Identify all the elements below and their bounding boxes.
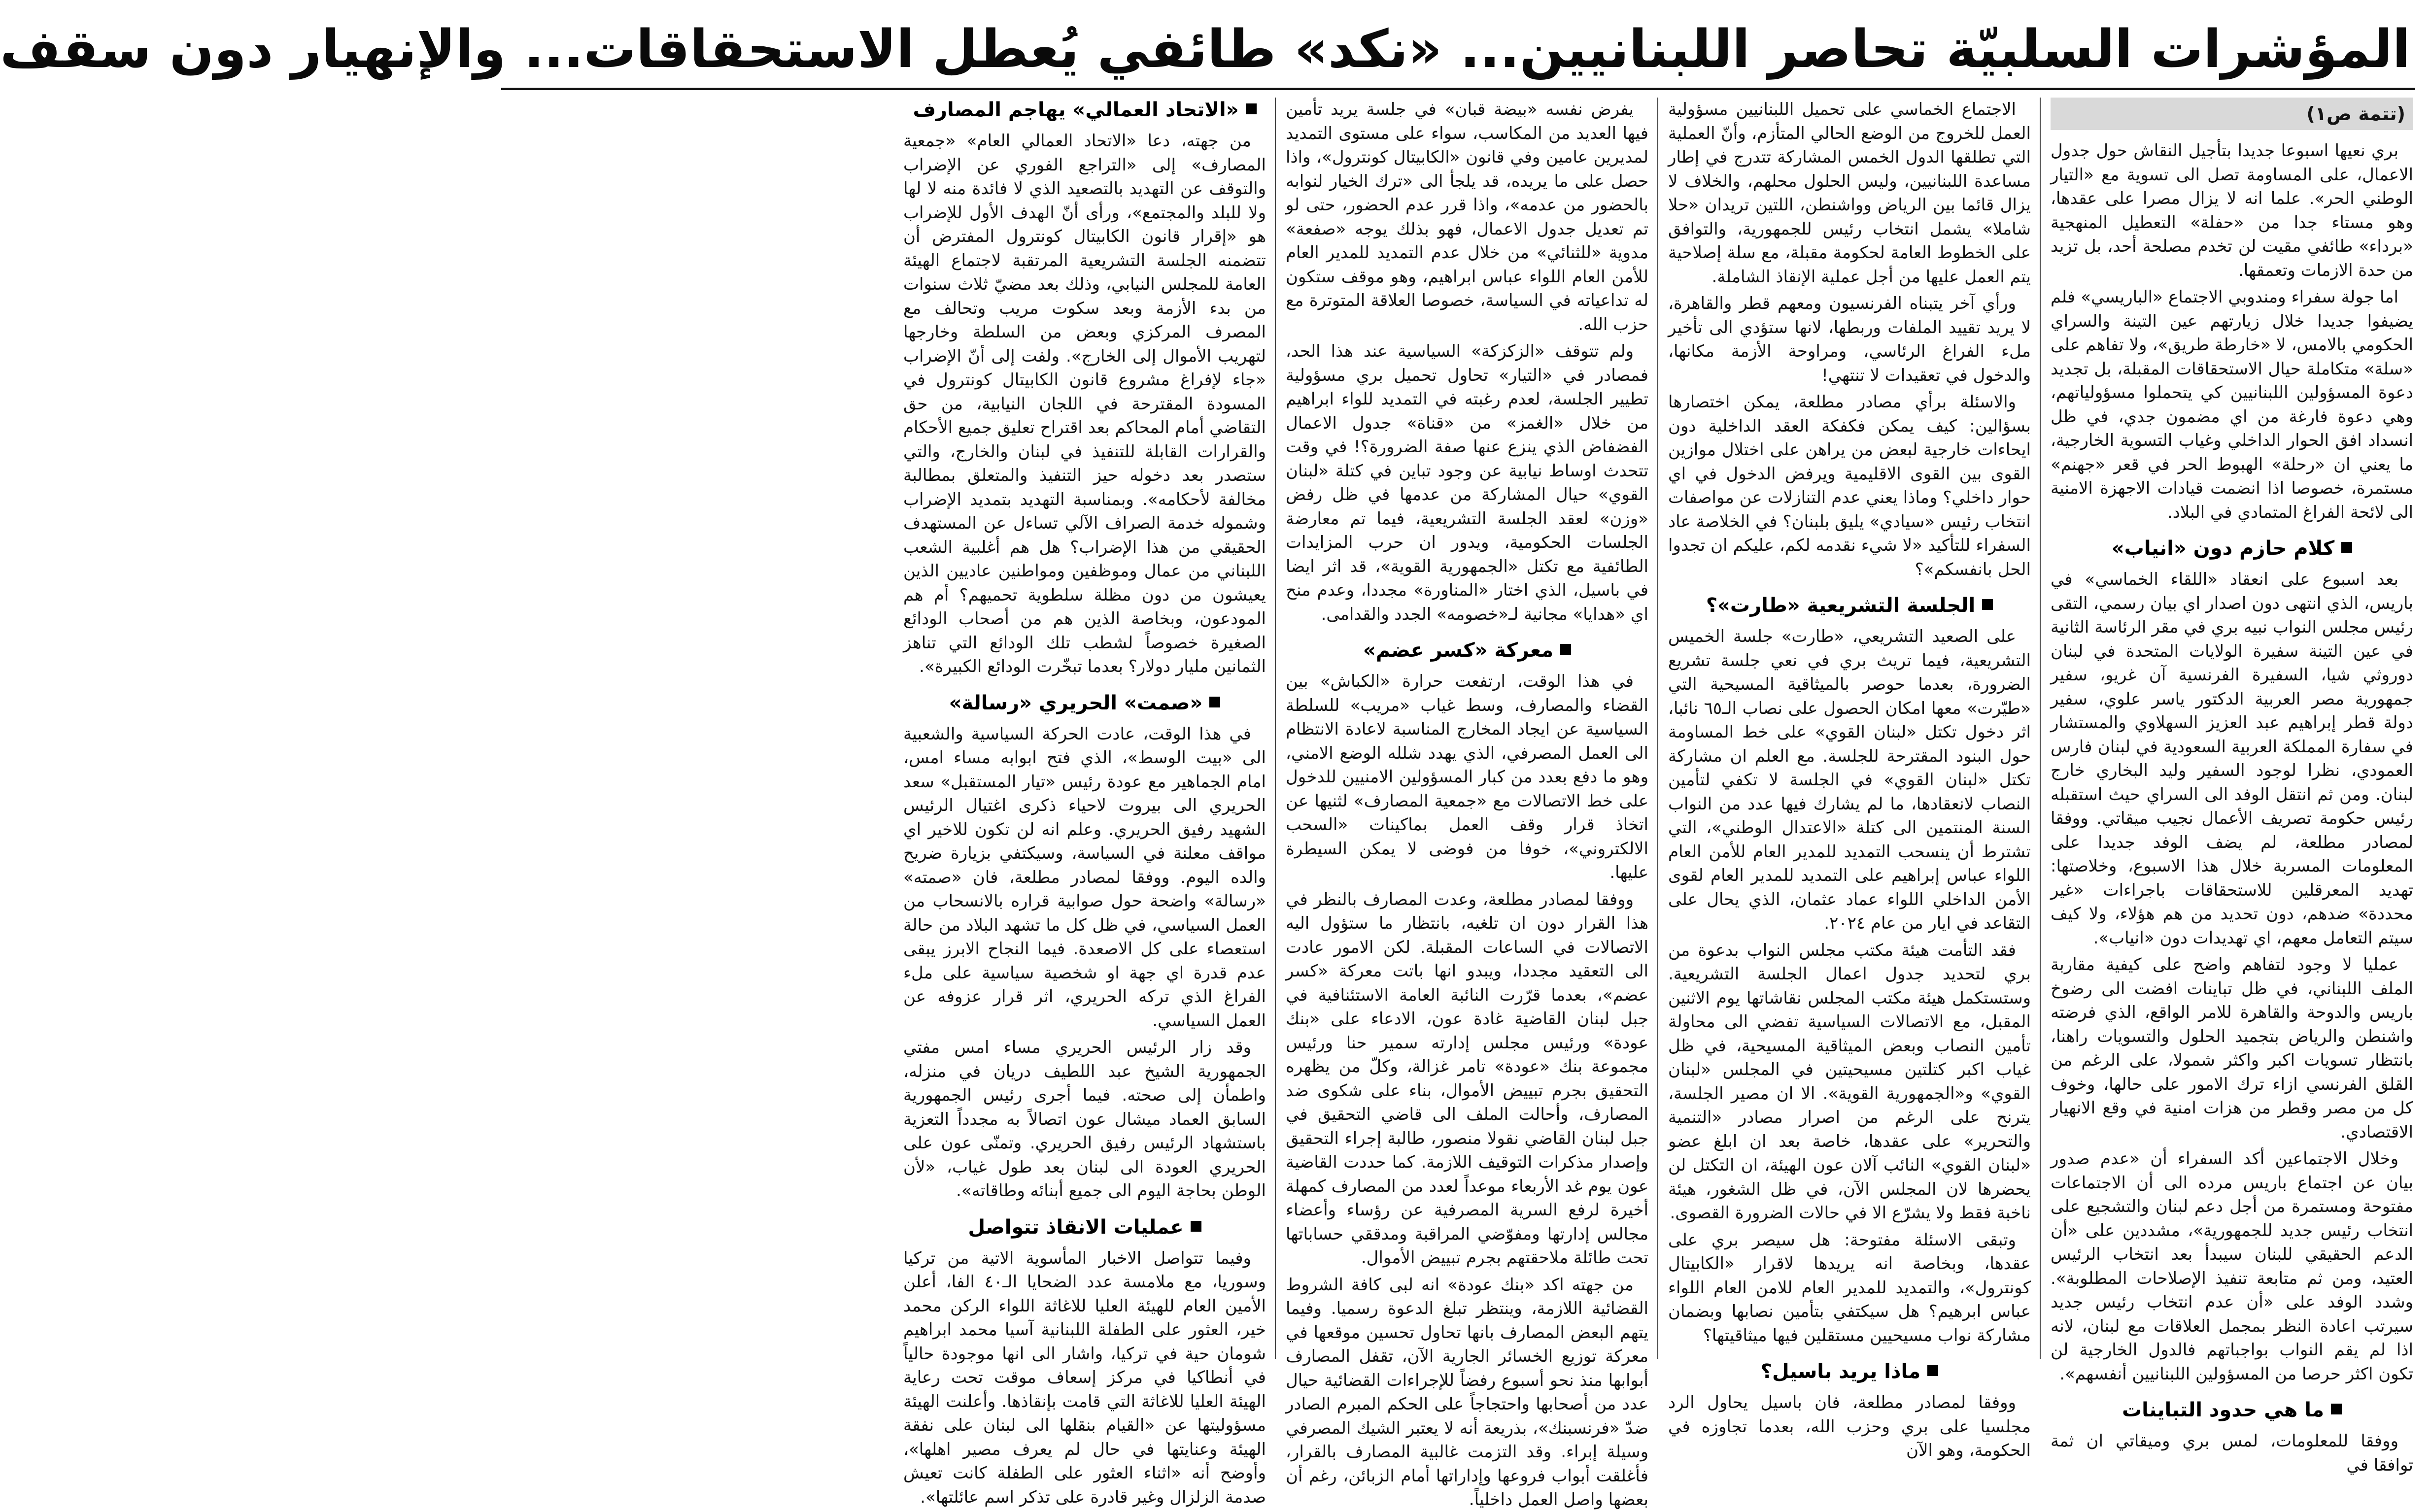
column-2	[1668, 98, 2031, 1460]
square-bullet-icon	[1927, 1365, 1938, 1376]
square-bullet-icon	[1560, 644, 1571, 655]
section-heading	[903, 691, 1266, 715]
article-paragraph: والاسئلة برأي مصادر مطلعة، يمكن اختصارها بسؤالين: كيف يمكن فكفكة العقد الداخلية دون ايحاءات خارجية لبعض من يراهن على اختلال موازين القوى بين القوى الاقليمية ويرفض الدخول في اي حوار داخلي؟ وماذا يعني عدم التنازلات عن مواصفات انتخاب رئيس «سيادي» يليق بلبنان؟ في الخلاصة عاد السفراء للتأكيد «لا شيء نقدمه لكم، عليكم ان تجدوا الحل بانفسكم»؟	[1668, 392, 2031, 579]
column-3	[1286, 98, 1648, 1510]
article-paragraph: في هذا الوقت، عادت الحركة السياسية والشعبية الى «بيت الوسط»، الذي فتح ابوابه مساء امس، امام الجماهير مع عودة رئيس «تيار المستقبل» سعد الحريري الى بيروت لاحياء ذكرى اغتيال الرئيس الشهيد رفيق الحريري. وعلم انه لن تكون للاخير اي مواقف معلنة في السياسة، وسيكتفي بزيارة ضريح والده اليوم. ووفقا لمصادر مطلعة، فان «صمته» «رسالة» واضحة حول صوابية قراره بالانسحاب من العمل السياسي، في ظل كل ما تشهد البلاد من حالة استعصاء على كل الاصعدة. فيما النجاح الابرز يبقى عدم قدرة اي جهة او شخصية سياسية على ملء الفراغ الذي تركه الحريري، اثر قرار عزوفه عن العمل السياسي.	[903, 724, 1266, 1031]
square-bullet-icon	[1209, 697, 1220, 707]
article-paragraph: فقد التأمت هيئة مكتب مجلس النواب بدعوة من بري لتحديد جدول اعمال الجلسة التشريعية. وستستكمل هيئة مكتب المجلس نقاشاتها يوم الاثنين المقبل، مع الاتصالات السياسية تفضي الى محاولة تأمين النصاب وبعض الميثاقية المسيحية، في ظل غياب اكبر كتلتين مسيحيتين في المجلس «لبنان القوي» و«الجمهورية القوية». الا ان مصير الجلسة، يترنح على الرغم من اصرار مصادر «التنمية والتحرير» على عقدها، خاصة بعد ان ابلغ عضو «لبنان القوي» النائب آلان عون الهيئة، ان التكتل لن يحضرها لان المجلس الآن، في ظل الشغور، هيئة ناخبة فقط ولا يشرّع الا في حالات الضرورة القصوى.	[1668, 940, 2031, 1223]
article-paragraph: الاجتماع الخماسي على تحميل اللبنانيين مسؤولية العمل للخروج من الوضع الحالي المتأزم، وأنّ العملية التي تطلقها الدول الخمس المشاركة تتدرج في إطار مساعدة اللبنانيين، وليس الحلول محلهم، والخلاف لا يزال قائما بين الرياض وواشنطن، اللتين تريدان «حلا شاملا» يشمل انتخاب رئيس للجمهورية، والتوافق على الخطوط العامة لحكومة مقبلة، مع سلة إصلاحية يتم العمل عليها من أجل عملية الإنقاذ الشاملة.	[1668, 100, 2031, 287]
square-bullet-icon	[2341, 542, 2352, 553]
article-paragraph: ووفقا لمصادر مطلعة، فان باسيل يحاول الرد مجلسيا على بري وحزب الله، بعدما تجاوزه في الحكومة، وهو الآن	[1668, 1393, 2031, 1460]
article-paragraph: ووفقا للمعلومات، لمس بري وميقاتي ان ثمة توافقا في	[2051, 1431, 2413, 1475]
square-bullet-icon	[2331, 1404, 2342, 1414]
article-paragraph: بعد اسبوع على انعقاد «اللقاء الخماسي» في باريس، الذي انتهى دون اصدار اي بيان رسمي، التقى رئيس مجلس النواب نبيه بري في مقر الرئاسة الثانية في عين التينة سفيرة الولايات المتحدة في لبنان دوروثي شيا، السفيرة الفرنسية آن غريو، سفير جمهورية مصر العربية الدكتور ياسر علوي، سفير دولة قطر إبراهيم عبد العزيز السهلاوي والمستشار في سفارة المملكة العربية السعودية في لبنان فارس العمودي، نظرا لوجود السفير وليد البخاري خارج لبنان. ومن ثم انتقل الوفد الى السراي حيث استقبله رئيس حكومة تصريف الأعمال نجيب ميقاتي. ووفقا لمصادر مطلعة، لم يضف الوفد جديدا على المعلومات المسربة خلال هذا الاسبوع، وخلاصتها: تهديد المعرقلين للاستحقاقات باجراءات «غير محددة» ضدهم، دون تحديد من هم هؤلاء، ولا كيف سيتم التعامل معهم، اي تهديدات دون «انياب».	[2051, 570, 2413, 948]
section-heading	[2051, 1398, 2413, 1422]
column-divider	[1657, 98, 1658, 1359]
section-heading	[1286, 638, 1648, 663]
article-paragraph: ولم تتوقف «الزكزكة» السياسية عند هذا الحد، فمصادر في «التيار» تحاول تحميل بري مسؤولية تطيير الجلسة، لعدم رغبته في التمديد للواء ابراهيم من خلال «الغمز» من «قناة» جدول الاعمال الفضفاض الذي ينزع عنها صفة الضرورة؟! في وقت تتحدث اوساط نيابية عن وجود تباين في كتلة «لبنان القوي» حيال المشاركة من عدمها في ظل رفض «وزن» لعقد الجلسة التشريعية، فيما تم معارضة الجلسات الحكومية، ويدور ان حرب المزايدات الطائفية مع تكتل «الجمهورية القوية»، قد اثر ايضا في باسيل، الذي اختار «المناورة» مجددا، وعدم منح اي «هدايا» مجانية لـ«خصومه» الجدد والقدامى.	[1286, 341, 1648, 624]
continuation-label: (تتمة ص١)	[2051, 98, 2413, 130]
column-4	[903, 98, 1266, 1507]
section-heading	[903, 1215, 1266, 1240]
article-paragraph: على الصعيد التشريعي، «طارت» جلسة الخميس التشريعية، فيما تريث بري في نعي جلسة تشريع الضرورة، بعدما حوصر بالميثاقية المسيحية التي «طيّرت» معها امكان الحصول على نصاب الـ٦٥ نائبا، اثر دخول تكتل «لبنان القوي» على خط المساومة حول البنود المقترحة للجلسة. مع العلم ان مشاركة تكتل «لبنان القوي» في الجلسة لا تكفي لتأمين النصاب لانعقادها، ما لم يشارك فيها عدد من النواب السنة المنتمين الى كتلة «الاعتدال الوطني»، التي تشترط أن ينسحب التمديد للمدير العام للأمن العام اللواء عباس إبراهيم على التمديد للمدير العام لقوى الأمن الداخلي اللواء عماد عثمان، الذي يحال على التقاعد في ايار من عام ٢٠٢٤.	[1668, 627, 2031, 933]
article-paragraph: في هذا الوقت، ارتفعت حرارة «الكباش» بين القضاء والمصارف، وسط غياب «مريب» للسلطة السياسية عن ايجاد المخارج المناسبة لاعادة الانتظام الى العمل المصرفي، الذي يهدد شلله الوضع الامني، وهو ما دفع بعدد من كبار المسؤولين الامنيين للدخول على خط الاتصالات مع «جمعية المصارف» لثنيها عن اتخاذ قرار وقف العمل بماكينات «السحب الالكتروني»، خوفا من فوضى لا يمكن السيطرة عليها.	[1286, 672, 1648, 882]
square-bullet-icon	[1191, 1221, 1201, 1232]
article-paragraph: عمليا لا وجود لتفاهم واضح على كيفية مقاربة الملف اللبناني، في ظل تباينات افضت الى رضوخ باريس والدوحة والقاهرة للامر الواقع، الذي فرضته واشنطن والرياض بتجميد الحلول والتسويات راهنا، بانتظار تسويات اكبر واكثر شمولا، على الرغم من القلق الفرنسي ازاء ترك الامور على حالها، وخوف كل من مصر وقطر من هزات امنية في وقع الانهيار الاقتصادي.	[2051, 955, 2413, 1142]
article-paragraph: وقد زار الرئيس الحريري مساء امس مفتي الجمهورية الشيخ عبد اللطيف دريان في منزله، واطمأن إلى صحته. فيما أجرى رئيس الجمهورية السابق العماد ميشال عون اتصالاً به مجدداً التعزية باستشهاد الرئيس رفيق الحريري. وتمنّى عون على الحريري العودة الى لبنان بعد طول غياب، «لأن الوطن بحاجة اليوم الى جميع أبنائه وطاقاته».	[903, 1038, 1266, 1201]
article-paragraph: من جهته اكد «بنك عودة» انه لبى كافة الشروط القضائية اللازمة، وينتظر تبلغ الدعوة رسميا. وفيما يتهم البعض المصارف بانها تحاول تحسين موقعها في معركة توزيع الخسائر الجارية الآن، تقفل المصارف أبوابها منذ نحو أسبوع رفضاً للإجراءات القضائية حيال عدد من أصحابها واحتجاجاً على الحكم المبرم الصادر ضدّ «فرنسبنك»، بذريعة أنه لا يعتبر الشيك المصرفي وسيلة إبراء. وقد التزمت غالبية المصارف بالقرار، فأغلقت أبواب فروعها وإداراتها أمام الزبائن، رغم أن بعضها واصل العمل داخلياً.	[1286, 1275, 1648, 1510]
article-paragraph: وفيما تتواصل الاخبار المأسوية الاتية من تركيا وسوريا، مع ملامسة عدد الضحايا الـ٤٠ الفا، أعلن الأمين العام للهيئة العليا للاغاثة اللواء الركن محمد خير، العثور على الطفلة اللبنانية آسيا محمد ابراهيم شومان حية في تركيا، واشار الى انها موجودة حالياً في أنطاكيا في مركز إسعاف موقت تحت رعاية الهيئة العليا للاغاثة التي قامت بإنقاذها. وأعلنت الهيئة مسؤوليتها عن «القيام بنقلها الى لبنان على نفقة الهيئة وعنايتها في حال لم يعرف مصير اهلها»، وأوضح أنه «اثناء العثور على الطفلة كانت تعيش صدمة الزلزال وغير قادرة على تذكر اسم عائلتها».	[903, 1248, 1266, 1507]
column-divider	[1275, 98, 1276, 1359]
article-paragraph: وتبقى الاسئلة مفتوحة: هل سيصر بري على عقدها، وبخاصة انه يريدها لاقرار «الكابيتال كونترول»، والتمديد للمدير العام للامن العام اللواء عباس ابرهيم؟ هل سيكتفي بتأمين نصابها وبضمان مشاركة نواب مسيحيين مستقلين فيها ميثاقيتها؟	[1668, 1230, 2031, 1345]
article-paragraph: ورأي آخر يتبناه الفرنسيون ومعهم قطر والقاهرة، لا يريد تقييد الملفات وربطها، لانها ستؤدي الى تأخير ملء الفراغ الرئاسي، ومراوحة الأزمة مكانها، والدخول في تعقيدات لا تنتهي!	[1668, 294, 2031, 385]
section-heading-text: كلام حازم دون «انياب»	[2111, 537, 2335, 560]
section-heading-text: ما هي حدود التباينات	[2122, 1399, 2325, 1421]
page-headline: المؤشرات السلبيّة تحاصر اللبنانيين... «نكد» طائفي يُعطل الاستحقاقات... والإنهيار دون سقف	[0, 19, 2410, 79]
section-heading-text: عمليات الانقاذ تتواصل	[968, 1215, 1184, 1239]
article-paragraph: ووفقا لمصادر مطلعة، وعدت المصارف بالنظر في هذا القرار دون ان تلغيه، بانتظار ما ستؤول اليه الاتصالات في الساعات المقبلة. لكن الامور عادت الى التعقيد مجددا، ويبدو انها باتت معركة «كسر عضم»، بعدما قرّرت النائبة العامة الاستئنافية في جبل لبنان القاضية غادة عون، الادعاء على «بنك عودة» ورئيس مجلس إدارته سمير حنا ورئيس مجموعة بنك «عودة» تامر غزالة، وكلّ من يظهره التحقيق بجرم تبييض الأموال، بناء على شكوى ضد المصارف، وأحالت الملف الى قاضي التحقيق في جبل لبنان القاضي نقولا منصور، طالبة إجراء التحقيق وإصدار مذكرات التوقيف اللازمة. كما حددت القاضية عون يوم غد الأربعاء موعداً لعدد من المصارف كمهلة أخيرة لرفع السرية المصرفية عن رؤساء وأعضاء مجالس إدارتها ومفوّضي المراقبة ومدققي حساباتها تحت طائلة ملاحقتهم بجرم تبييض الأموال.	[1286, 889, 1648, 1268]
section-heading-text: «الاتحاد العمالي» يهاجم المصارف	[913, 99, 1239, 121]
section-heading	[1668, 1359, 2031, 1384]
article-paragraph: وخلال الاجتماعين أكد السفراء أن «عدم صدور بيان عن اجتماع باريس مرده الى أن الاجتماعات مفتوحة ومستمرة من أجل دعم لبنان والتشجيع على انتخاب رئيس جديد للجمهورية»، مشددين على «أن الدعم الحقيقي للبنان سيبدأ بعد انتخاب الرئيس العتيد، ومن ثم متابعة تنفيذ الإصلاحات المطلوبة». وشدد الوفد على «أن عدم انتخاب رئيس جديد سيرتب اعادة النظر بمجمل العلاقات مع لبنان، لانه اذا لم يقم النواب بواجباتهم فالدول الخارجية لن تكون اكثر حرصا من المسؤولين اللبنانيين أنفسهم».	[2051, 1149, 2413, 1384]
column-1	[2051, 98, 2413, 1475]
square-bullet-icon	[1982, 599, 1993, 610]
article-paragraph: بري نعيها اسبوعا جديدا بتأجيل النقاش حول جدول الاعمال، على المساومة تصل الى تسوية مع «التيار الوطني الحر». علما انه لا يزال مصرا على عقدها، وهو مستاء جدا من «حفلة» التعطيل المنهجية «برداء» طائفي مقيت لن تخدم مصلحة أحد، بل تزيد من حدة الازمات وتعمقها.	[2051, 141, 2413, 280]
headline-rule	[501, 88, 2415, 90]
section-heading-text: معركة «كسر عضم»	[1363, 639, 1554, 662]
section-heading-text: «صمت» الحريري «رسالة»	[949, 691, 1203, 714]
square-bullet-icon	[1246, 103, 1257, 114]
section-heading-text: الجلسة التشريعية «طارت»؟	[1706, 594, 1976, 617]
article-paragraph: يفرض نفسه «بيضة قبان» في جلسة يريد تأمين فيها العديد من المكاسب، سواء على مستوى التمديد لمديرين عامين وفي قانون «الكابيتال كونترول»، واذا حصل على ما يريده، قد يلجأ الى «ترك الخيار لنوابه بالحضور من عدمه»، واذا قرر عدم الحضور، حتى لو تم تعديل جدول الاعمال، فهو بذلك يوجه «صفعة» مدوية «للثنائي» من خلال عدم التمديد للمدير العام للأمن العام اللواء عباس ابراهيم، وهو موقف ستكون له تداعياته في السياسة، خصوصا العلاقة المتوترة مع حزب الله.	[1286, 100, 1648, 335]
section-heading	[903, 98, 1266, 122]
article-paragraph: من جهته، دعا «الاتحاد العمالي العام» «جمعية المصارف» إلى «التراجع الفوري عن الإضراب والتوقف عن التهديد بالتصعيد الذي لا فائدة منه لا لها ولا للبلد والمجتمع»، ورأى أنّ الهدف الأول للإضراب هو «إقرار قانون الكابيتال كونترول المفترض أن تتضمنه الجلسة التشريعية المرتقبة لاجتماع الهيئة العامة للمجلس النيابي، وذلك بعد مضيّ ثلاث سنوات من بدء الأزمة وبعد سكوت مريب وتحالف مع المصرف المركزي وبعض من السلطة وخارجها لتهريب الأموال إلى الخارج». ولفت إلى أنّ الإضراب «جاء لإفراغ مشروع قانون الكابيتال كونترول في المسودة المقترحة في اللجان النيابية، من حق التقاضي أمام المحاكم بعد اقتراح تعليق جميع الأحكام والقرارات القابلة للتنفيذ في لبنان والخارج، والتي ستصدر بعد دخوله حيز التنفيذ والمتعلق بمطالبة مخالفة لأحكامه». وبمناسبة التهديد بتمديد الإضراب وشموله خدمة الصراف الآلي تساءل عن المستهدف الحقيقي من هذا الإضراب؟ هل هم أغلبية الشعب اللبناني من عمال وموظفين ومواطنين عاديين الذين يعيشون من دون مظلة سلطوية تحميهم؟ أم هم المودعون، وبخاصة الذين هم من أصحاب الودائع الصغيرة خصوصاً لشطب تلك الودائع التي تناهز الثمانين مليار دولار؟ بعدما تبخّرت الودائع الكبيرة».	[903, 131, 1266, 676]
section-heading	[1668, 593, 2031, 618]
article-paragraph: اما جولة سفراء ومندوبي الاجتماع «الباريسي» فلم يضيفوا جديدا خلال زيارتهم عين التينة والسراي الحكومي بالامس، لا «خارطة طريق»، ولا تفاهم على «سلة» متكاملة حيال الاستحقاقات المقبلة، بل تجديد دعوة المسؤولين اللبنانيين كي يتحملوا مسؤولياتهم، وهي دعوة فارغة من اي مضمون جدي، في ظل انسداد افق الحوار الداخلي وغياب التسوية الخارجية، ما يعني ان «رحلة» الهبوط الحر في قعر «جهنم» مستمرة، خصوصا اذا انضمت قيادات الاجهزة الامنية الى لائحة الفراغ المتمادي في البلاد.	[2051, 287, 2413, 522]
section-heading-text: ماذا يريد باسيل؟	[1760, 1360, 1921, 1383]
section-heading	[2051, 536, 2413, 561]
column-divider	[2040, 98, 2041, 1359]
